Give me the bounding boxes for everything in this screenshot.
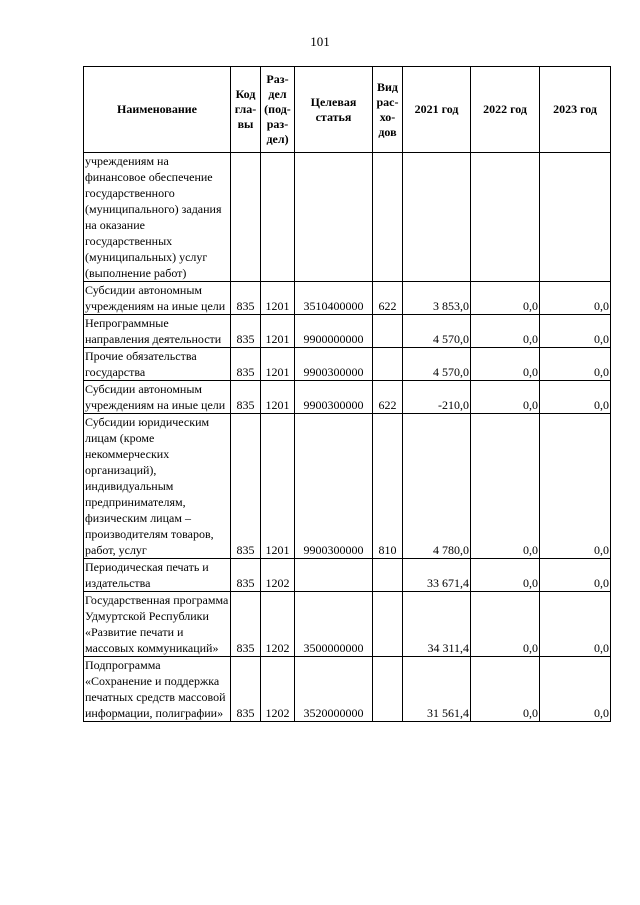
table-row (84, 414, 611, 559)
row-code: 835 (231, 559, 261, 592)
row-2023: 0,0 (540, 414, 611, 559)
row-2023: 0,0 (540, 315, 611, 348)
row-target: 3520000000 (295, 657, 373, 722)
column-header-2023: 2023 год (540, 67, 611, 153)
row-target: 3500000000 (295, 592, 373, 657)
row-2023: 0,0 (540, 657, 611, 722)
row-code: 835 (231, 657, 261, 722)
column-header-kind: Вид рас-хо-дов (373, 67, 403, 153)
row-code: 835 (231, 592, 261, 657)
column-header-code: Код гла-вы (231, 67, 261, 153)
row-2021: 4 570,0 (403, 348, 471, 381)
table-row (84, 592, 611, 657)
row-2022: 0,0 (471, 592, 540, 657)
row-name: Субсидии автономным учреждениям на иные цели (84, 282, 231, 315)
row-2021: 4 780,0 (403, 414, 471, 559)
row-kind (373, 315, 403, 348)
row-target: 9900300000 (295, 348, 373, 381)
table-row (84, 657, 611, 722)
row-section: 1201 (261, 381, 295, 414)
table-row (84, 348, 611, 381)
row-2021: 34 311,4 (403, 592, 471, 657)
row-2022: 0,0 (471, 348, 540, 381)
row-code: 835 (231, 381, 261, 414)
row-code: 835 (231, 282, 261, 315)
row-2022 (471, 153, 540, 282)
row-2023: 0,0 (540, 559, 611, 592)
row-code (231, 153, 261, 282)
row-2022: 0,0 (471, 657, 540, 722)
table-row (84, 559, 611, 592)
row-target (295, 559, 373, 592)
row-name: Непрограммные направления деятельности (84, 315, 231, 348)
row-2022: 0,0 (471, 282, 540, 315)
row-2021: 3 853,0 (403, 282, 471, 315)
row-code: 835 (231, 315, 261, 348)
column-header-section: Раз-дел (под-раз-дел) (261, 67, 295, 153)
row-section: 1202 (261, 592, 295, 657)
row-2021: 31 561,4 (403, 657, 471, 722)
row-kind (373, 348, 403, 381)
column-header-2022: 2022 год (471, 67, 540, 153)
row-2023: 0,0 (540, 381, 611, 414)
row-2023: 0,0 (540, 592, 611, 657)
row-2021: 33 671,4 (403, 559, 471, 592)
row-kind: 622 (373, 282, 403, 315)
row-2021 (403, 153, 471, 282)
row-2022: 0,0 (471, 559, 540, 592)
row-name: Подпрограмма «Сохранение и поддержка печатных средств массовой информации, полиграфии» (84, 657, 231, 722)
row-code: 835 (231, 348, 261, 381)
row-section: 1202 (261, 559, 295, 592)
row-name: Прочие обязательства государства (84, 348, 231, 381)
budget-table (83, 66, 611, 722)
table-header-row (84, 67, 611, 153)
row-name: Субсидии автономным учреждениям на иные цели (84, 381, 231, 414)
row-section (261, 153, 295, 282)
row-section: 1201 (261, 414, 295, 559)
row-section: 1201 (261, 348, 295, 381)
row-name: Субсидии юридическим лицам (кроме некоммерческих организаций), индивидуальным предпринимателям, физическим лицам – производителям товаров, работ, услуг (84, 414, 231, 559)
row-section: 1202 (261, 657, 295, 722)
row-section: 1201 (261, 282, 295, 315)
row-2023: 0,0 (540, 282, 611, 315)
row-name: Государственная программа Удмуртской Республики «Развитие печати и массовых коммуникаций» (84, 592, 231, 657)
table-row (84, 381, 611, 414)
row-section: 1201 (261, 315, 295, 348)
row-2022: 0,0 (471, 315, 540, 348)
row-2021: 4 570,0 (403, 315, 471, 348)
row-2021: -210,0 (403, 381, 471, 414)
row-2023: 0,0 (540, 348, 611, 381)
row-kind (373, 559, 403, 592)
row-kind (373, 657, 403, 722)
column-header-name: Наименование (84, 67, 231, 153)
row-2022: 0,0 (471, 381, 540, 414)
column-header-2021: 2021 год (403, 67, 471, 153)
row-target: 9900000000 (295, 315, 373, 348)
table-row (84, 282, 611, 315)
column-header-target: Целевая статья (295, 67, 373, 153)
row-2023 (540, 153, 611, 282)
row-kind (373, 153, 403, 282)
row-2022: 0,0 (471, 414, 540, 559)
row-target (295, 153, 373, 282)
row-kind (373, 592, 403, 657)
row-target: 9900300000 (295, 381, 373, 414)
page-number: 101 (310, 34, 330, 49)
row-kind: 810 (373, 414, 403, 559)
table-row (84, 315, 611, 348)
row-code: 835 (231, 414, 261, 559)
row-target: 9900300000 (295, 414, 373, 559)
row-name: учреждениям на финансовое обеспечение государственного (муниципального) задания на оказание государственных (муниципальных) услуг (выполнение работ) (84, 153, 231, 282)
table-row (84, 153, 611, 282)
row-kind: 622 (373, 381, 403, 414)
row-name: Периодическая печать и издательства (84, 559, 231, 592)
row-target: 3510400000 (295, 282, 373, 315)
